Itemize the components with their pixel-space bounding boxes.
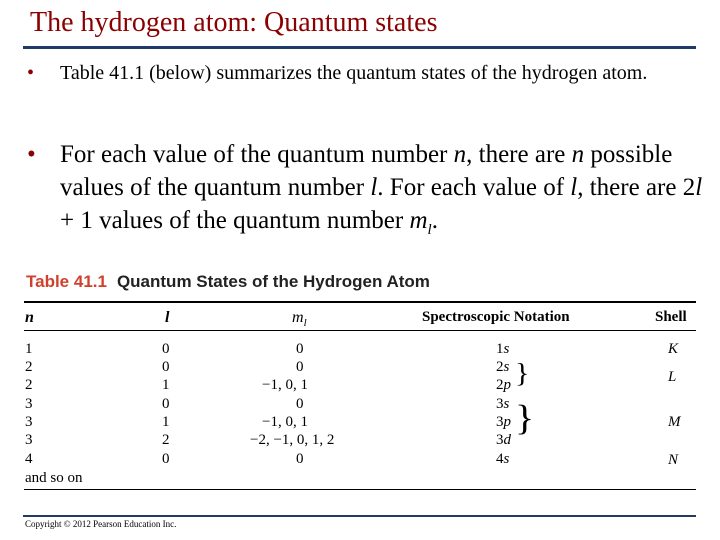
cell-l: 0: [162, 359, 170, 375]
cell-notation: 3s: [496, 396, 510, 412]
bullet-marker: •: [27, 62, 35, 84]
cell-ml: −2, −1, 0, 1, 2: [250, 432, 335, 448]
table-top-rule: [24, 301, 696, 303]
header-ml: $m_l$: [292, 309, 307, 330]
cell-ml: −1, 0, 1: [262, 414, 308, 430]
brace-shell-m: }: [515, 397, 535, 438]
cell-l: 1: [162, 377, 170, 393]
brace-shell-l: }: [515, 358, 530, 389]
cell-n: 1: [25, 341, 33, 357]
cell-l: 0: [162, 396, 170, 412]
cell-notation: 2s: [496, 359, 510, 375]
cell-notation: 1s: [496, 341, 510, 357]
bullet-1-text: Table 41.1 (below) summarizes the quantum states of the hydrogen atom.: [60, 62, 648, 84]
shell-label: L: [668, 369, 677, 385]
cell-n: 2: [25, 359, 33, 375]
table-caption: [26, 272, 430, 292]
cell-l: 1: [162, 414, 170, 430]
cell-n: 3: [25, 414, 33, 430]
header-l: l: [165, 309, 170, 326]
cell-n: 4: [25, 451, 33, 467]
table-bottom-rule: [24, 489, 696, 490]
footer-divider: [23, 515, 696, 517]
cell-l: 0: [162, 341, 170, 357]
cell-notation: 3p: [496, 414, 511, 430]
cell-notation: 2p: [496, 377, 511, 393]
cell-ml: 0: [296, 359, 304, 375]
cell-l: 2: [162, 432, 170, 448]
bullet-2-text: For each value of the quantum number n, there are n possible values of the quantum number l. For each value of l, there are 2l + 1 values of the quantum number $m_l$.: [60, 141, 703, 238]
and-so-on-text: and so on: [25, 470, 83, 486]
cell-n: 3: [25, 396, 33, 412]
shell-label: N: [668, 452, 679, 468]
shell-label: M: [668, 414, 681, 430]
cell-ml: 0: [296, 451, 304, 467]
cell-ml: 0: [296, 396, 304, 412]
shell-label: K: [668, 341, 679, 357]
cell-ml: −1, 0, 1: [262, 377, 308, 393]
header-notation: Spectroscopic Notation: [422, 309, 570, 325]
header-shell: Shell: [655, 309, 687, 325]
cell-ml: 0: [296, 341, 304, 357]
bullet-marker: •: [27, 141, 36, 168]
copyright-notice: Copyright © 2012 Pearson Education Inc.: [25, 519, 177, 529]
cell-notation: 4s: [496, 451, 510, 467]
table-number: Table 41.1: [26, 272, 107, 291]
cell-notation: 3d: [496, 432, 511, 448]
table-title: Quantum States of the Hydrogen Atom: [116, 272, 430, 291]
cell-n: 2: [25, 377, 33, 393]
header-n: n: [25, 309, 34, 326]
cell-n: 3: [25, 432, 33, 448]
cell-l: 0: [162, 451, 170, 467]
table-header-rule: [24, 330, 696, 331]
slide-title: The hydrogen atom: Quantum states: [30, 7, 438, 38]
title-divider: [23, 46, 696, 49]
